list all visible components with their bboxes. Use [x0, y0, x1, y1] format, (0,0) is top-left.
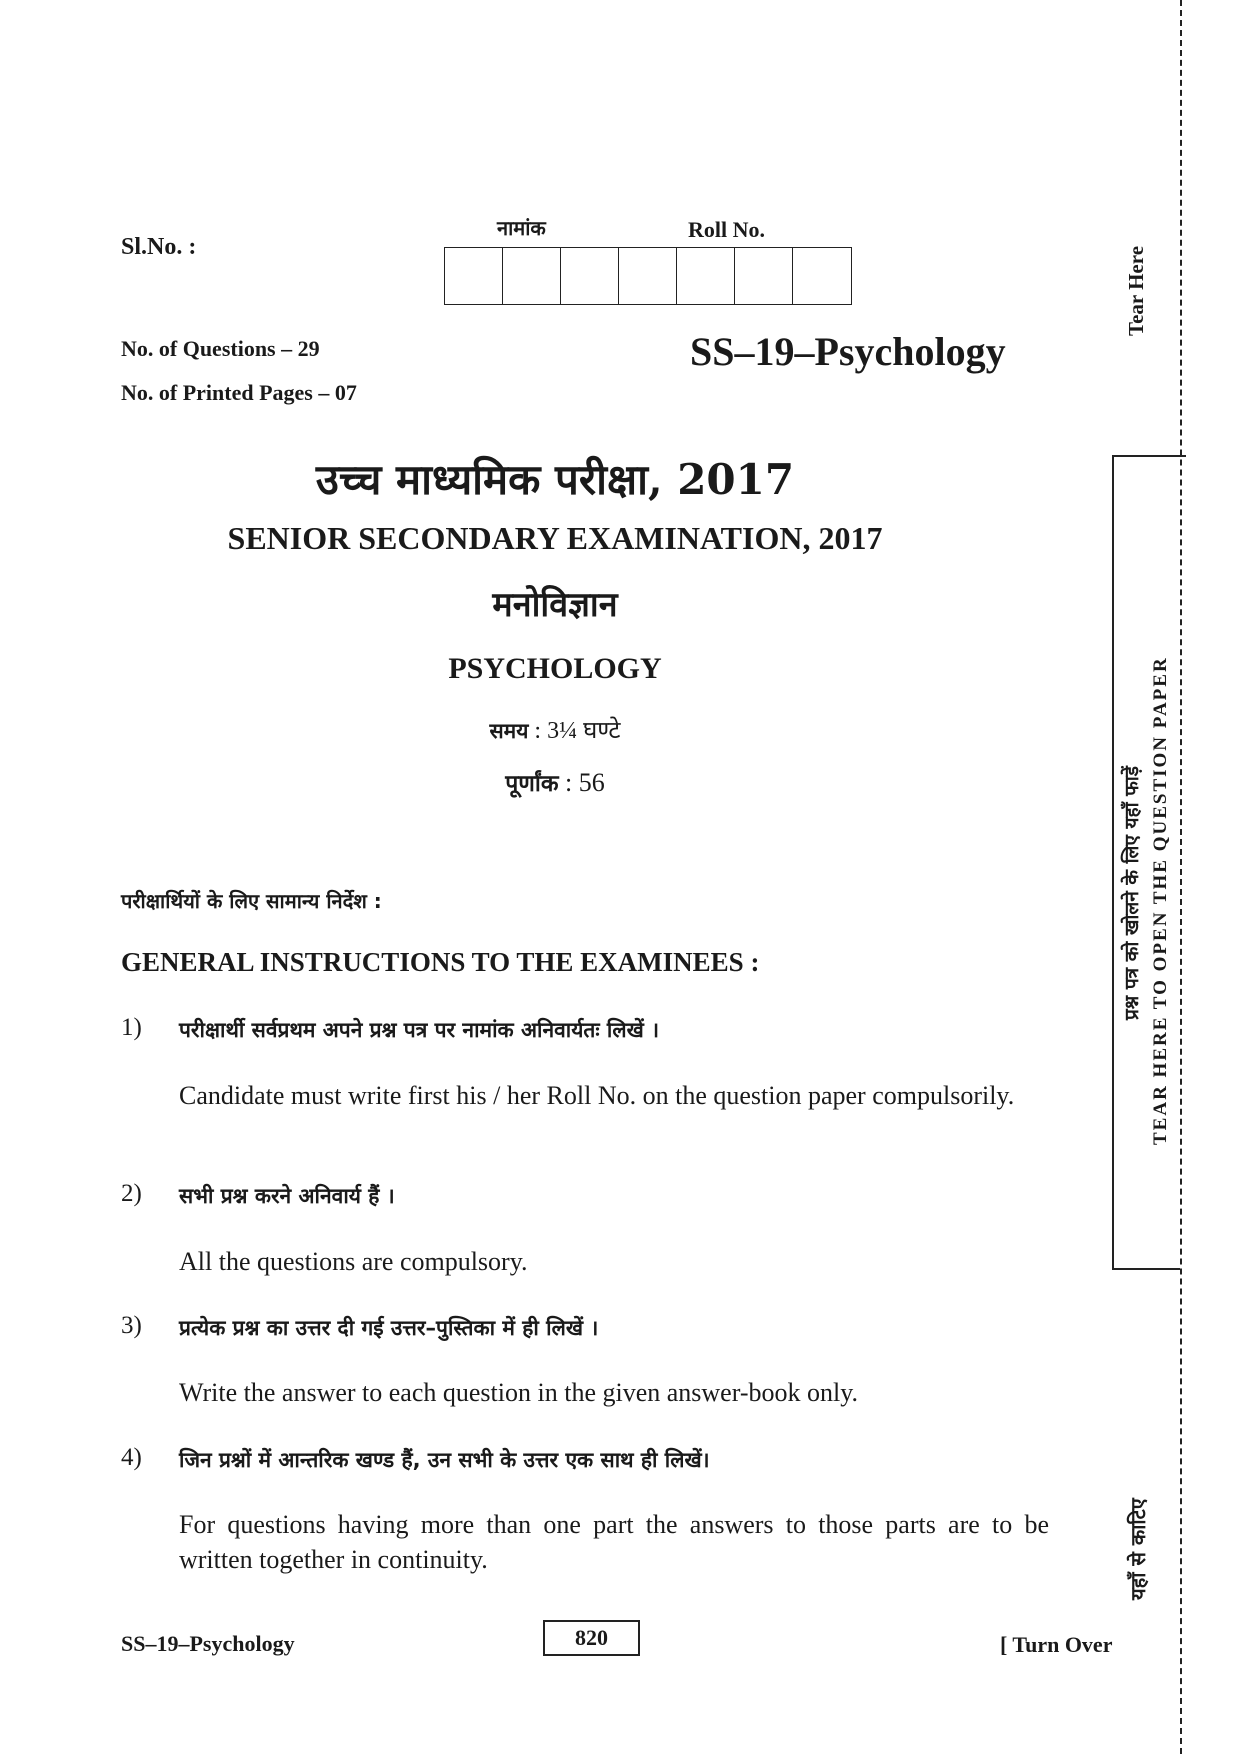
- page-number-box: 820: [543, 1620, 640, 1656]
- roll-label-hindi: नामांक: [497, 216, 546, 240]
- time-line: [0, 713, 1110, 746]
- instruction-english: For questions having more than one part the answers to those parts are to be written together in continuity.: [179, 1510, 1049, 1574]
- roll-box[interactable]: [561, 248, 619, 304]
- instructions-heading-hindi: परीक्षार्थियों के लिए सामान्य निर्देश :: [121, 889, 382, 913]
- roll-box[interactable]: [445, 248, 503, 304]
- hindi-exam-title: उच्च माध्यमिक परीक्षा, 2017: [315, 455, 795, 504]
- roll-label-english: Roll No.: [688, 217, 765, 242]
- instruction-english: Candidate must write first his / her Roll No. on the question paper compulsorily.: [179, 1081, 1015, 1110]
- roll-box[interactable]: [677, 248, 735, 304]
- instruction-number: 2): [121, 1180, 142, 1207]
- time-label: समय: [489, 719, 529, 743]
- marks-line: [0, 766, 1110, 798]
- tear-box-hindi: प्रश्न पत्र को खोलने के लिए यहाँ फाड़ें: [1121, 766, 1143, 1020]
- instruction-number: 3): [121, 1312, 142, 1339]
- instruction-english: All the questions are compulsory.: [179, 1247, 528, 1276]
- turn-over: [ Turn Over: [1000, 1632, 1113, 1657]
- num-questions: No. of Questions – 29: [121, 336, 320, 361]
- tear-here-label: Tear Here: [1124, 245, 1148, 336]
- roll-number-boxes[interactable]: [444, 247, 852, 305]
- num-printed-pages: No. of Printed Pages – 07: [121, 380, 357, 405]
- sl-no-label: Sl.No. :: [121, 234, 197, 260]
- tear-box-english: TEAR HERE TO OPEN THE QUESTION PAPER: [1150, 656, 1171, 1145]
- instruction-number: 4): [121, 1444, 142, 1471]
- roll-box[interactable]: [503, 248, 561, 304]
- instruction-hindi: परीक्षार्थी सर्वप्रथम अपने प्रश्न पत्र पर नामांक अनिवार्यतः लिखें ।: [179, 1018, 660, 1042]
- marks-value: : 56: [565, 768, 605, 797]
- english-subject: PSYCHOLOGY: [448, 652, 662, 685]
- instruction-hindi: जिन प्रश्नों में आन्तरिक खण्ड हैं, उन सभी के उत्तर एक साथ ही लिखें।: [179, 1448, 710, 1472]
- hindi-subject: मनोविज्ञान: [492, 585, 618, 625]
- tear-line: [1180, 0, 1182, 1754]
- cut-here-hindi: यहाँ से काटिए: [1126, 1498, 1150, 1600]
- instruction-number: 1): [121, 1014, 142, 1041]
- instruction-hindi: सभी प्रश्न करने अनिवार्य हैं ।: [179, 1184, 395, 1208]
- roll-box[interactable]: [793, 248, 851, 304]
- instructions-heading-english: GENERAL INSTRUCTIONS TO THE EXAMINEES :: [121, 947, 760, 977]
- roll-box[interactable]: [735, 248, 793, 304]
- instruction-hindi: प्रत्येक प्रश्न का उत्तर दी गई उत्तर–पुस्तिका में ही लिखें ।: [179, 1316, 599, 1340]
- marks-label: पूर्णांक: [505, 771, 559, 797]
- paper-code: SS–19–Psychology: [690, 329, 1006, 374]
- english-exam-title: SENIOR SECONDARY EXAMINATION, 2017: [227, 520, 883, 556]
- roll-box[interactable]: [619, 248, 677, 304]
- time-value: : 3¼ घण्टे: [534, 718, 621, 744]
- footer-code: SS–19–Psychology: [121, 1631, 295, 1656]
- instruction-english: Write the answer to each question in the given answer-book only.: [179, 1378, 859, 1407]
